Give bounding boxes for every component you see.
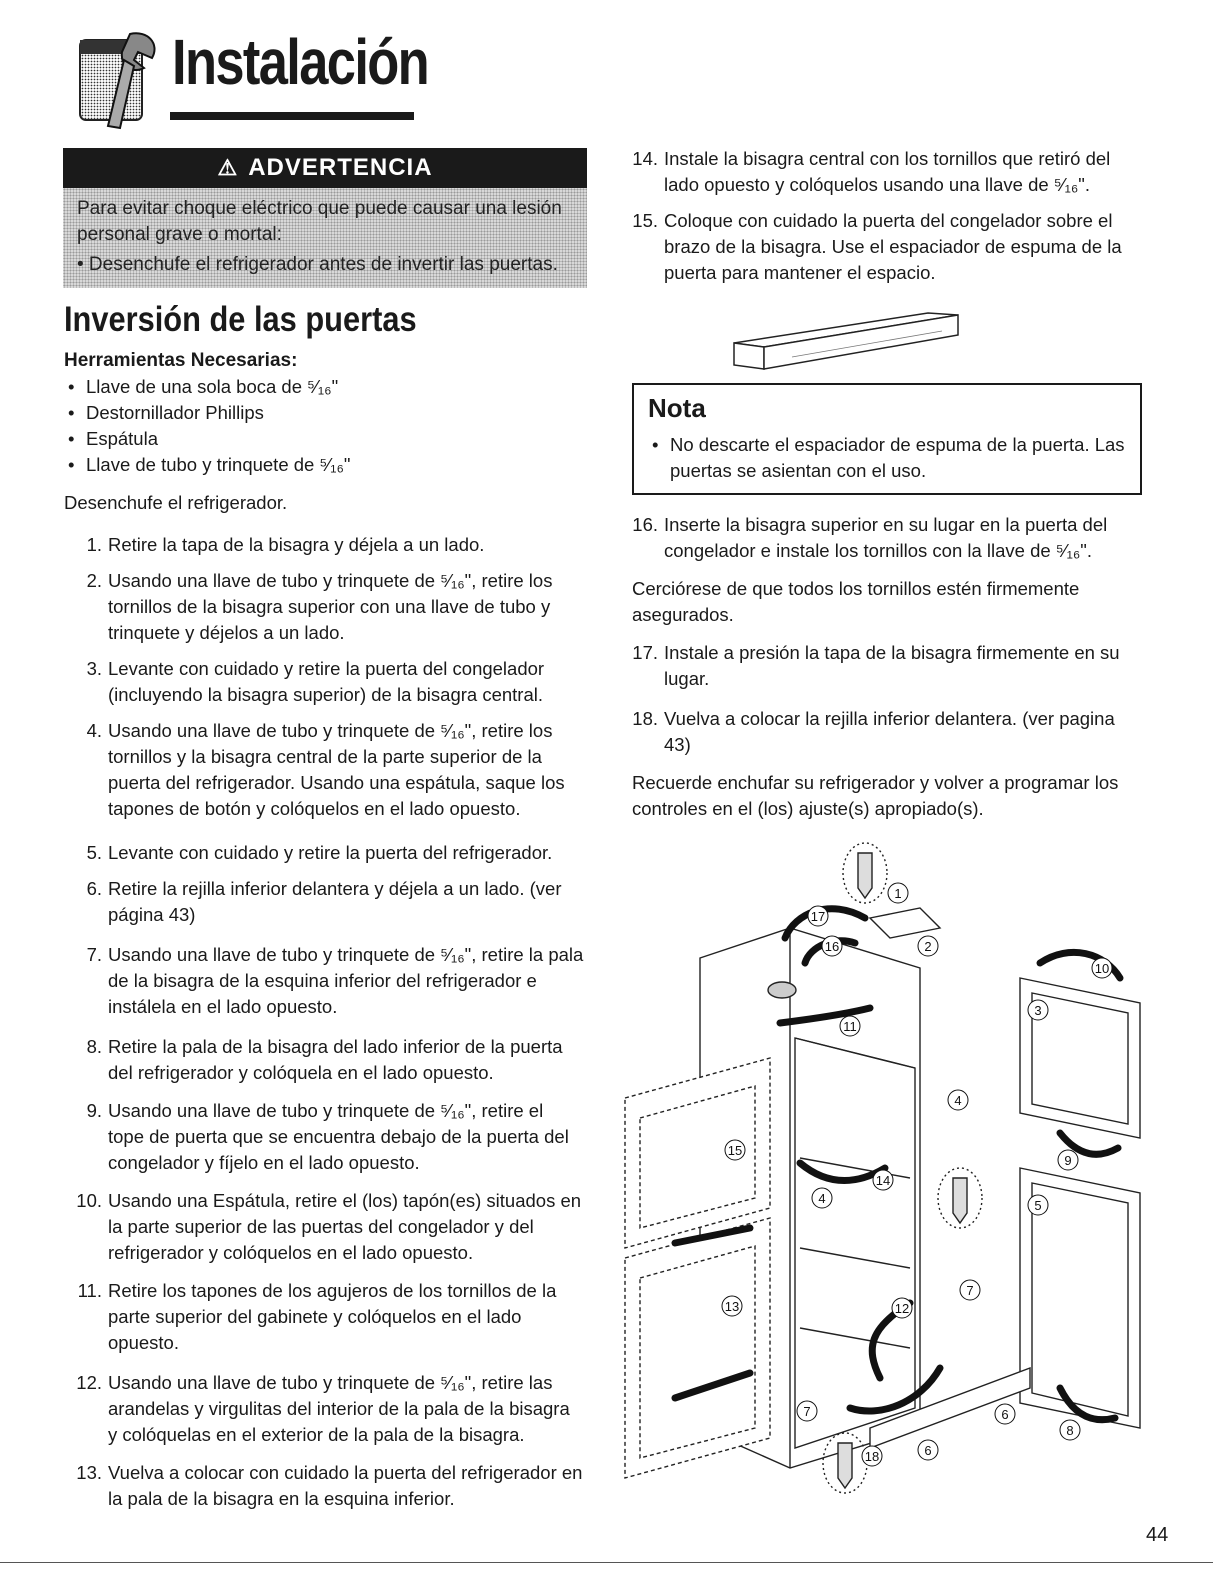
step-number: 10.	[76, 1190, 102, 1211]
step-12	[64, 1370, 584, 1448]
svg-text:3: 3	[1034, 1003, 1042, 1018]
svg-text:4: 4	[954, 1093, 962, 1108]
svg-text:15: 15	[727, 1143, 743, 1158]
svg-text:4: 4	[818, 1191, 826, 1206]
closing-text: Recuerde enchufar su refrigerador y volver a programar los controles en el (los) ajuste(s) apropiado(s).	[632, 772, 1119, 819]
step-13	[64, 1460, 584, 1512]
step-number: 15.	[632, 210, 658, 231]
note-text: • No descarte el espaciador de espuma de la puerta. Las puertas se asientan con el uso.	[648, 432, 1126, 484]
svg-text:6: 6	[924, 1443, 932, 1458]
step-text: Retire la pala de la bisagra del lado inferior de la puerta del refrigerador y colóquela en el lado opuesto.	[108, 1036, 563, 1083]
callout-9	[1058, 1150, 1078, 1170]
step-9	[64, 1098, 584, 1176]
step-text: Usando una llave de tubo y trinquete de ⁵⁄₁₆", retire la pala de la bisagra de la esquina inferior del refrigerador e instálela en el lado opuesto.	[108, 944, 584, 1017]
tools-heading: Herramientas Necesarias:	[64, 350, 298, 371]
step-number: 5.	[86, 842, 102, 863]
callout-15	[725, 1140, 745, 1160]
callout-4b	[812, 1188, 832, 1208]
callout-17	[808, 906, 828, 926]
note-box	[632, 383, 1142, 495]
step-number: 3.	[86, 658, 102, 679]
callout-5	[1028, 1195, 1048, 1215]
callout-14	[873, 1170, 893, 1190]
step-text: Usando una llave de tubo y trinquete de ⁵⁄₁₆", retire los tornillos y la bisagra central de la parte superior de la puerta del refrigerador. Usando una espátula, saque los tapones de botón y colóquelos en el lado opuesto.	[108, 720, 565, 819]
step-10	[64, 1188, 584, 1266]
step-5	[64, 840, 584, 866]
step-8	[64, 1034, 584, 1086]
step-text: Retire la tapa de la bisagra y déjela a un lado.	[108, 534, 485, 555]
svg-text:9: 9	[1064, 1153, 1072, 1168]
svg-text:18: 18	[864, 1449, 880, 1464]
foam-spacer-illustration	[732, 305, 962, 375]
step-number: 6.	[86, 878, 102, 899]
tool-item: • Destornillador Phillips	[64, 400, 351, 426]
step-number: 7.	[86, 944, 102, 965]
step-number: 16.	[632, 514, 658, 535]
title-underline	[170, 112, 414, 120]
step-number: 12.	[76, 1372, 102, 1393]
step-number: 18.	[632, 708, 658, 729]
callout-6a	[995, 1404, 1015, 1424]
svg-text:8: 8	[1066, 1423, 1074, 1438]
warning-box	[63, 148, 587, 288]
step-2	[64, 568, 584, 646]
svg-text:10: 10	[1094, 961, 1110, 976]
step-number: 11.	[77, 1280, 102, 1301]
tool-item: • Llave de una sola boca de ⁵⁄₁₆"	[64, 374, 351, 400]
step-number: 8.	[86, 1036, 102, 1057]
callout-1	[888, 883, 908, 903]
step-number: 2.	[86, 570, 102, 591]
callout-12	[892, 1298, 912, 1318]
page-number: 44	[1146, 1524, 1169, 1546]
step-text: Usando una llave de tubo y trinquete de ⁵⁄₁₆", retire los tornillos de la bisagra superior con una llave de tubo y trinquete y déjelos a un lado.	[108, 570, 553, 643]
step-number: 1.	[86, 534, 102, 555]
step-text: Coloque con cuidado la puerta del congelador sobre el brazo de la bisagra. Use el espaciador de espuma de la puerta para mantener el espacio.	[664, 210, 1122, 283]
screws-check-text: Cerciórese de que todos los tornillos estén firmemente asegurados.	[632, 578, 1080, 625]
intro-text: Desenchufe el refrigerador.	[64, 492, 288, 513]
step-number: 13.	[76, 1462, 102, 1483]
step-number: 4.	[86, 720, 102, 741]
svg-text:2: 2	[924, 939, 932, 954]
step-text: Inserte la bisagra superior en su lugar en la puerta del congelador e instale los tornillos con la llave de ⁵⁄₁₆".	[664, 514, 1108, 561]
callout-7a	[960, 1280, 980, 1300]
svg-text:17: 17	[810, 909, 826, 924]
tools-wrench-icon	[78, 30, 162, 130]
step-7	[64, 942, 584, 1020]
callout-11	[840, 1016, 860, 1036]
step-6	[64, 876, 584, 928]
callout-16	[822, 936, 842, 956]
step-text: Retire la rejilla inferior delantera y déjela a un lado. (ver página 43)	[108, 878, 562, 925]
step-text: Usando una Espátula, retire el (los) tapón(es) situados en la parte superior de las puertas del congelador y del refrigerador y colóquelos en el lado opuesto.	[108, 1190, 582, 1263]
step-text: Usando una llave de tubo y trinquete de ⁵⁄₁₆", retire el tope de puerta que se encuentra debajo de la puerta del congelador y fíjelo en el lado opuesto.	[108, 1100, 569, 1173]
svg-text:6: 6	[1001, 1407, 1009, 1422]
page-title: Instalación	[172, 26, 429, 98]
step-17	[620, 640, 1140, 692]
step-text: Instale la bisagra central con los tornillos que retiró del lado opuesto y colóquelos usando una llave de ⁵⁄₁₆".	[664, 148, 1111, 195]
svg-text:16: 16	[824, 939, 840, 954]
warning-line-1: Para evitar choque eléctrico que puede causar una lesión	[77, 198, 562, 219]
warning-body	[63, 188, 587, 288]
step-text: Levante con cuidado y retire la puerta del congelador (incluyendo la bisagra superior) de la bisagra central.	[108, 658, 545, 705]
step-text: Usando una llave de tubo y trinquete de ⁵⁄₁₆", retire las arandelas y virgulitas del interior de la pala de la bisagra y colóquelas en el exterior de la pala de la bisagra.	[108, 1372, 570, 1445]
callout-3	[1028, 1000, 1048, 1020]
step-number: 9.	[86, 1100, 102, 1121]
step-15	[620, 208, 1140, 286]
svg-text:7: 7	[966, 1283, 974, 1298]
callout-8	[1060, 1420, 1080, 1440]
warning-triangle-icon: ⚠	[217, 155, 239, 180]
note-title: Nota	[648, 393, 706, 423]
door-reversal-diagram	[620, 828, 1160, 1500]
section-title: Inversión de las puertas	[64, 300, 417, 339]
bottom-rule	[0, 1562, 1213, 1563]
callout-4a	[948, 1090, 968, 1110]
step-number: 14.	[632, 148, 658, 169]
step-18	[620, 706, 1140, 758]
step-16	[620, 512, 1140, 564]
svg-text:7: 7	[803, 1404, 811, 1419]
step-text: Instale a presión la tapa de la bisagra firmemente en su lugar.	[664, 642, 1120, 689]
step-text: Vuelva a colocar con cuidado la puerta del refrigerador en la pala de la bisagra en la esquina inferior.	[108, 1462, 583, 1509]
svg-text:1: 1	[894, 886, 902, 901]
warning-heading: ADVERTENCIA	[248, 154, 433, 181]
step-number: 17.	[632, 642, 658, 663]
warning-line-2: personal grave o mortal:	[77, 224, 282, 245]
svg-text:12: 12	[894, 1301, 910, 1316]
svg-text:5: 5	[1034, 1198, 1042, 1213]
step-4	[64, 718, 584, 822]
callout-13	[722, 1296, 742, 1316]
step-3	[64, 656, 584, 708]
step-text: Levante con cuidado y retire la puerta del refrigerador.	[108, 842, 553, 863]
callout-6b	[918, 1440, 938, 1460]
step-text: Vuelva a colocar la rejilla inferior delantera. (ver pagina 43)	[664, 708, 1115, 755]
svg-text:14: 14	[875, 1173, 891, 1188]
step-14	[620, 146, 1140, 198]
tools-list	[64, 374, 351, 478]
step-text: Retire los tapones de los agujeros de los tornillos de la parte superior del gabinete y colóquelos en el lado opuesto.	[108, 1280, 557, 1353]
callout-18	[862, 1446, 882, 1466]
svg-text:13: 13	[724, 1299, 740, 1314]
tool-item: • Espátula	[64, 426, 351, 452]
warning-heading-bar	[63, 148, 587, 188]
step-1	[64, 532, 584, 558]
step-11	[64, 1278, 584, 1356]
svg-text:11: 11	[843, 1019, 857, 1034]
callout-7b	[797, 1401, 817, 1421]
callout-2	[918, 936, 938, 956]
callout-10	[1092, 958, 1112, 978]
warning-bullet: • Desenchufe el refrigerador antes de invertir las puertas.	[77, 254, 558, 275]
tool-item: • Llave de tubo y trinquete de ⁵⁄₁₆"	[64, 452, 351, 478]
